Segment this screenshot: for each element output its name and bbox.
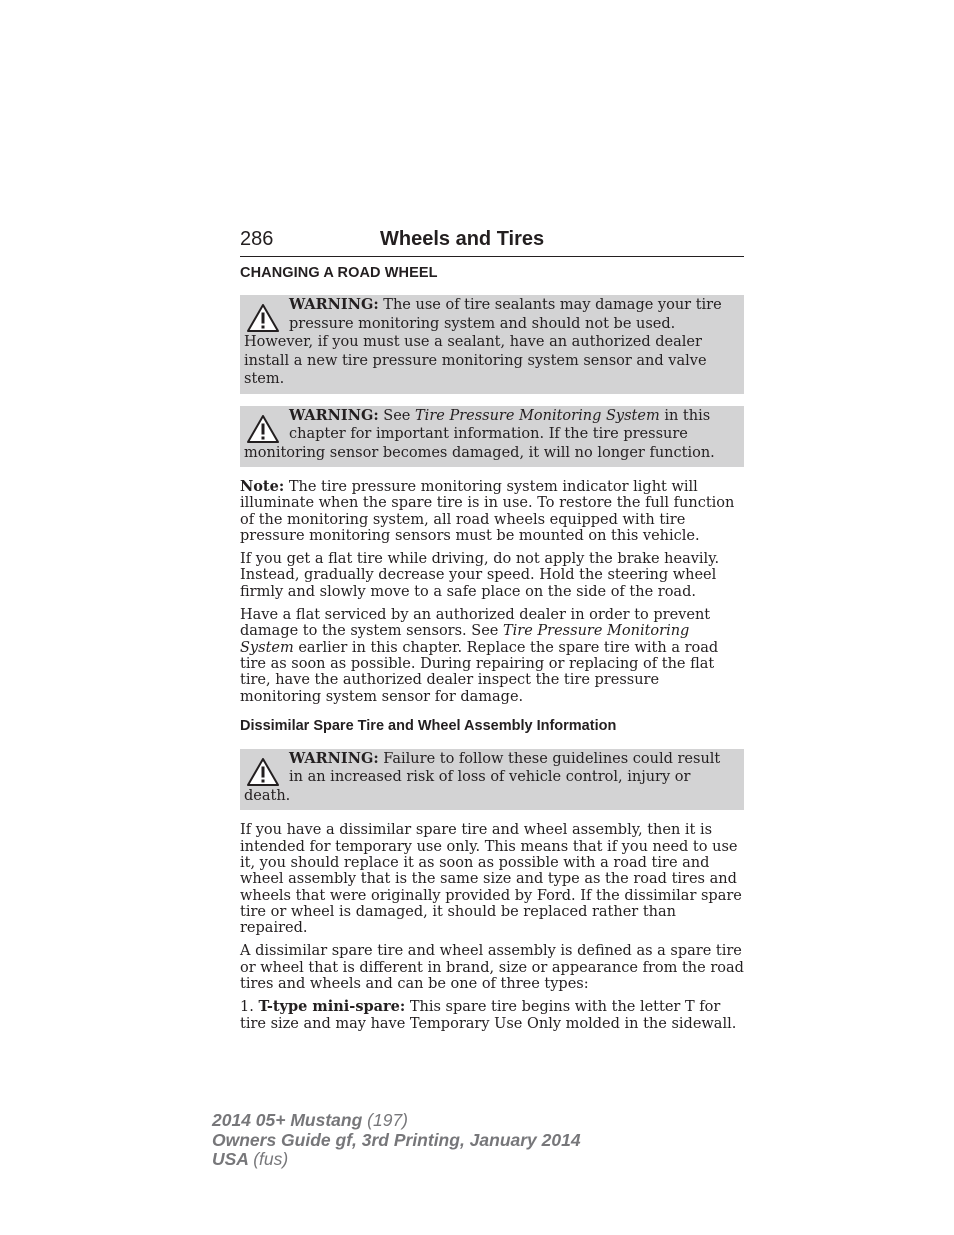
warning-box-tpms — [240, 406, 744, 468]
footer-line-2: Owners Guide gf, 3rd Printing, January 2014 — [212, 1129, 581, 1150]
footer-market-code: (fus) — [253, 1149, 289, 1169]
section-title: CHANGING A ROAD WHEEL — [240, 265, 438, 281]
page-number: 286 — [240, 228, 274, 250]
service-paragraph — [240, 607, 744, 705]
warning-triangle-icon — [246, 757, 280, 787]
tpms-reference-link[interactable]: Tire Pressure Monitoring System — [240, 623, 690, 656]
warning-text-before: See — [383, 407, 411, 424]
warning-text: Failure to follow these guidelines could result in an increased risk of loss of vehicle control, injury or death. — [244, 750, 721, 804]
chapter-title: Wheels and Tires — [380, 228, 545, 250]
list-item-label: T-type mini-spare: — [258, 998, 406, 1016]
flat-tire-paragraph: If you get a flat tire while driving, do not apply the brake heavily. Instead, gradually decrease your speed. Hold the steering wheel firmly and slowly move to a safe place on the side of the road. — [240, 551, 720, 600]
page-content — [240, 228, 744, 1039]
note-label: Note: — [240, 478, 285, 495]
warning-triangle-icon — [246, 303, 280, 333]
definition-paragraph: A dissimilar spare tire and wheel assembly is defined as a spare tire or wheel that is different in brand, size or appearance from the road tires and wheels and can be one of three types: — [240, 943, 744, 993]
footer-model-code: (197) — [367, 1110, 409, 1130]
footer-market: USA — [212, 1149, 249, 1169]
warning-box-guidelines — [240, 749, 744, 811]
warning-triangle-icon — [246, 414, 280, 444]
warning-box-sealants — [240, 295, 744, 394]
footer-line-3 — [212, 1150, 581, 1170]
warning-text: The use of tire sealants may damage your tire pressure monitoring system and should not be used. However, if you must use a sealant, have an authorized dealer install a new tire pressure monitoring system sensor and valve stem. — [244, 297, 722, 387]
tpms-reference-link[interactable]: Tire Pressure Monitoring System — [415, 407, 660, 424]
list-item-text: This spare tire begins with the letter T for tire size and may have Temporary Use Only molded in the sidewall. — [240, 999, 737, 1032]
note-paragraph — [240, 479, 744, 544]
footer-line-1 — [212, 1111, 581, 1131]
dissimilar-spare-paragraph: If you have a dissimilar spare tire and wheel assembly, then it is intended for temporary use only. This means that if you need to use it, you should replace it as soon as possible with a road tire and wheel assembly that is the same size and type as the road tires and wheels that were originally provided by Ford. If the dissimilar spare tire or wheel is damaged, it should be replaced rather than repaired. — [240, 822, 742, 937]
warning-label: WARNING: — [289, 296, 379, 313]
note-text: The tire pressure monitoring system indicator light will illuminate when the spare tire is in use. To restore the full function of the monitoring system, all road wheels equipped with tire pressure monitoring sensors must be mounted on this vehicle. — [240, 479, 735, 544]
footer-model: 2014 05+ Mustang — [212, 1110, 363, 1130]
service-text-before: Have a flat serviced by an authorized dealer in order to prevent damage to the system sensors. See — [240, 607, 711, 640]
warning-text-after: in this chapter for important information. If the tire pressure monitoring sensor becomes damaged, it will no longer function. — [244, 407, 715, 461]
warning-label: WARNING: — [289, 406, 379, 424]
list-item-number: 1. — [240, 999, 254, 1016]
warning-label: WARNING: — [289, 749, 379, 767]
list-item — [240, 999, 744, 1032]
page-header — [240, 228, 744, 257]
page-footer — [212, 1111, 581, 1170]
service-text-after: earlier in this chapter. Replace the spare tire with a road tire as soon as possible. During repairing or replacing of the flat tire, have the authorized dealer inspect the tire pressure monitoring system sensor for damage. — [240, 639, 719, 705]
subsection-title: Dissimilar Spare Tire and Wheel Assembly Information — [240, 717, 617, 734]
